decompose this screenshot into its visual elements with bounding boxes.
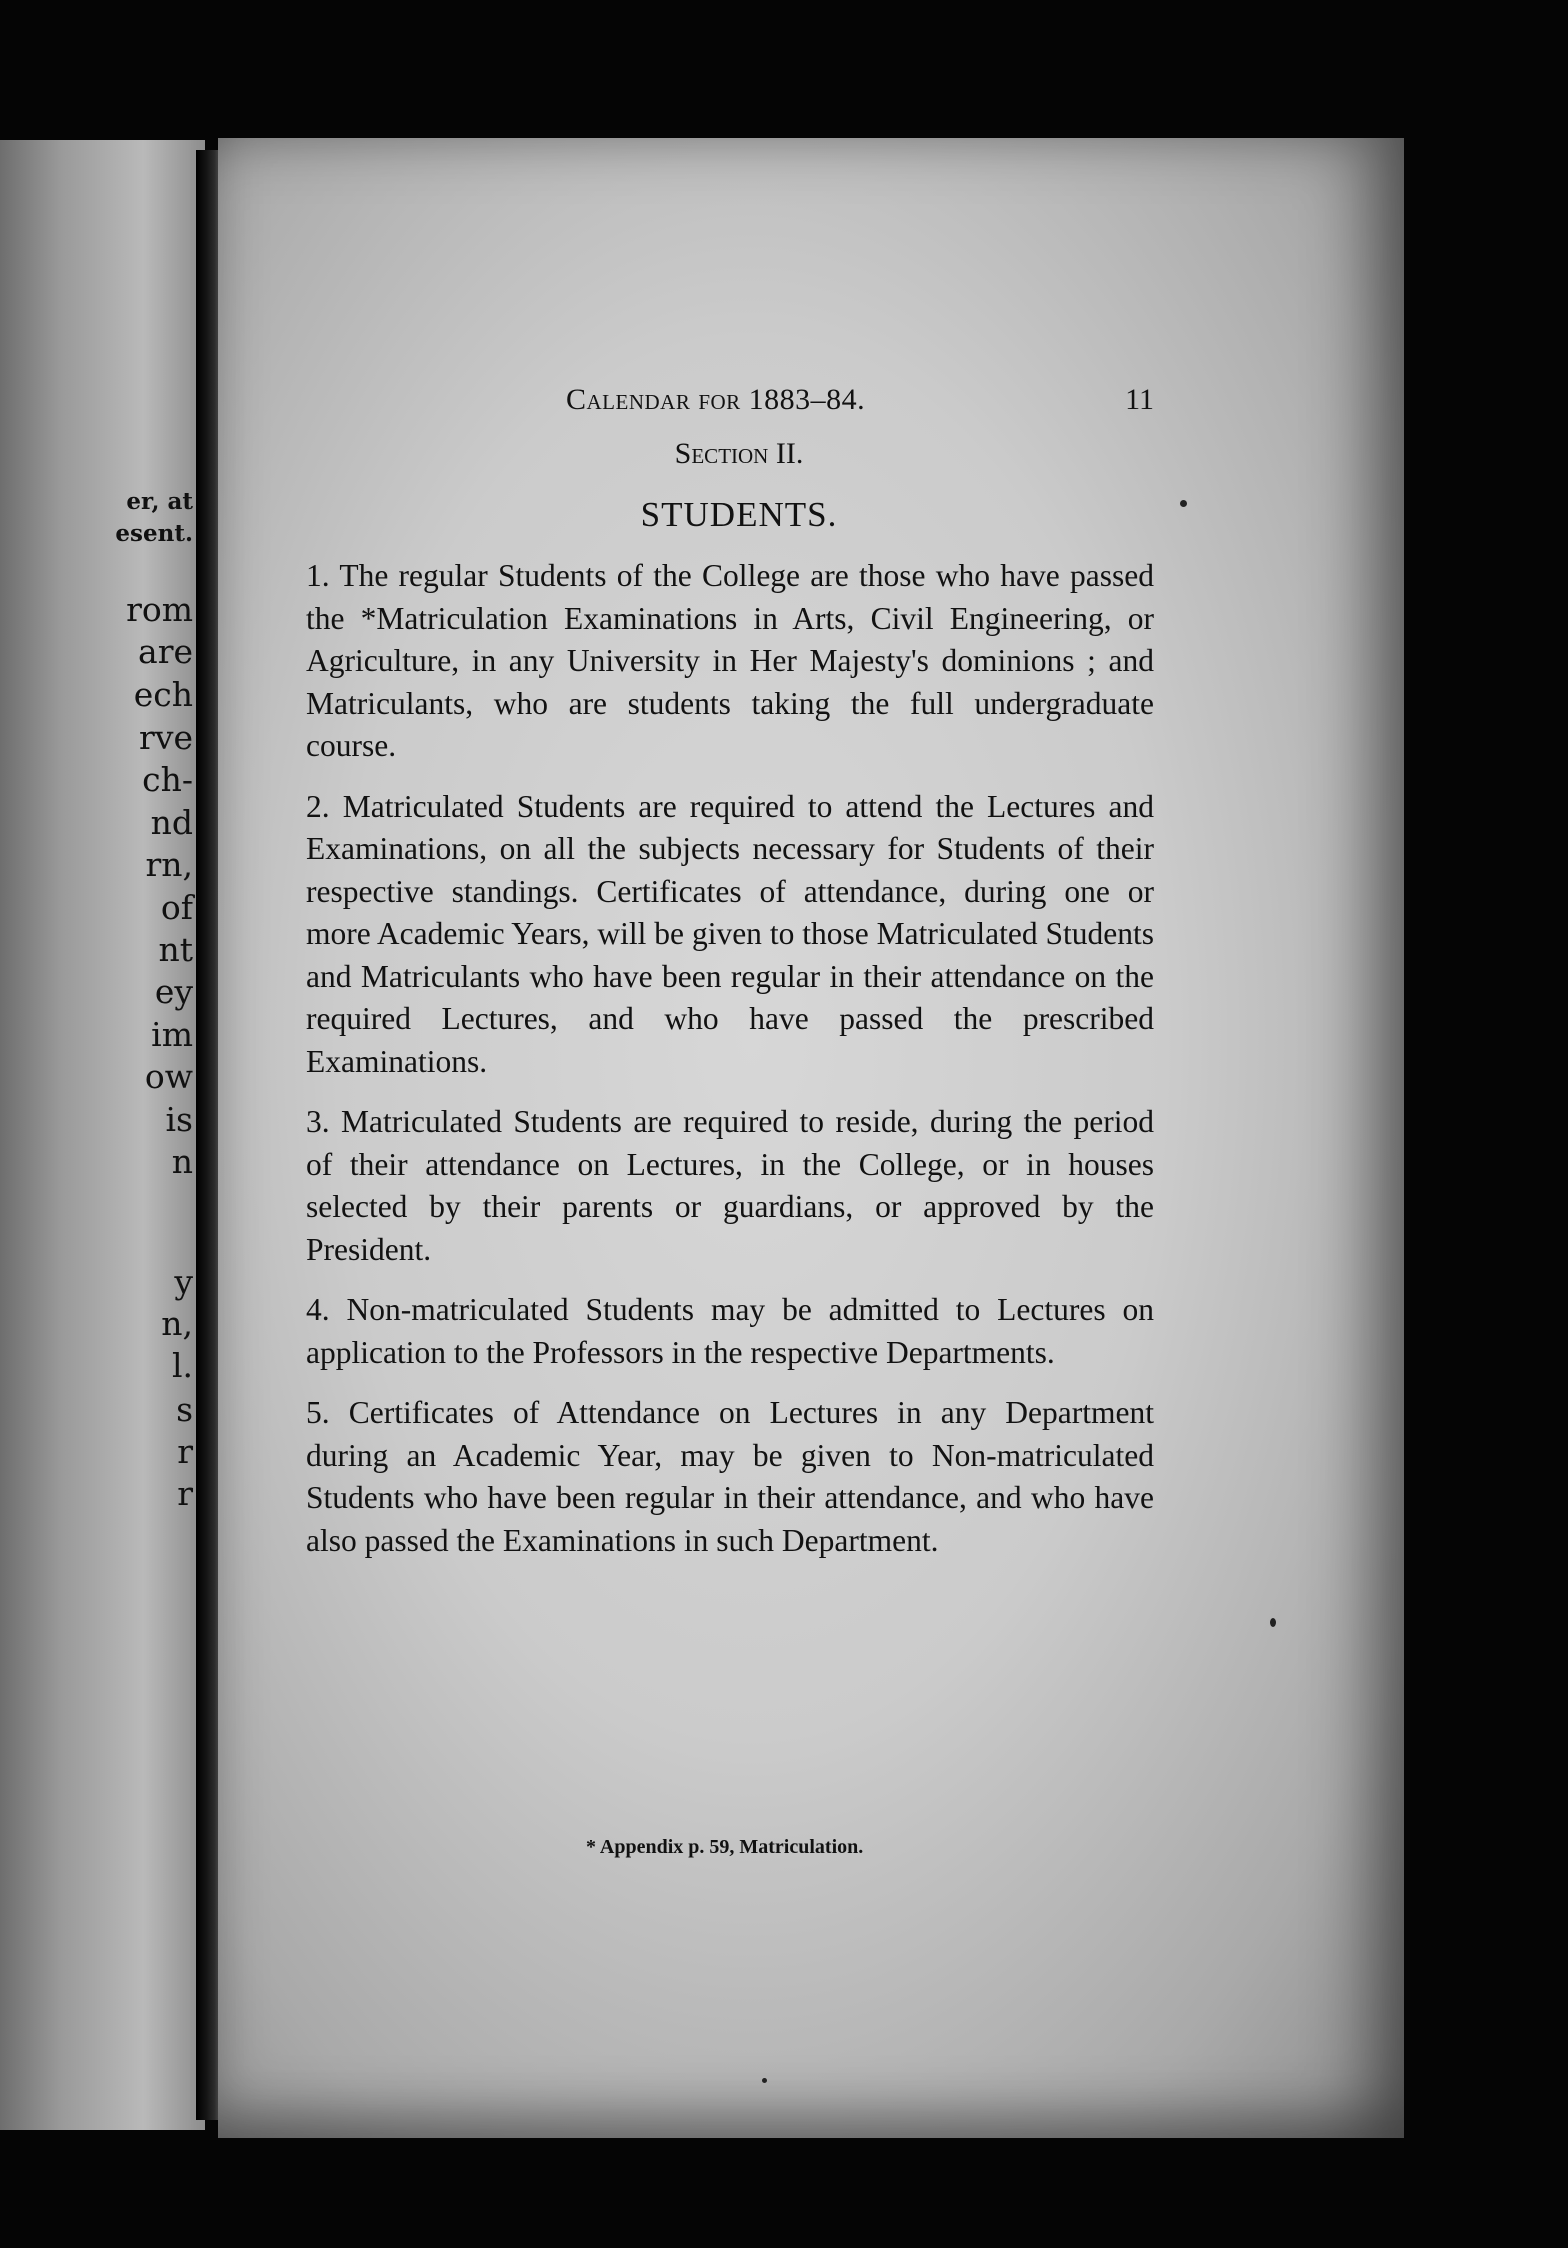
running-head-title: Calendar for 1883–84.	[566, 383, 866, 416]
facing-page-fragment: esent.	[115, 520, 193, 547]
facing-page-fragment: rn,	[145, 845, 193, 884]
facing-page-fragment: ech	[133, 675, 193, 714]
facing-page-fragment: ch-	[142, 760, 193, 799]
section-title: Section II.	[674, 437, 804, 470]
paragraph-2: 2. Matriculated Students are required to attend the Lectures and Examinations, on all the subjects necessary for Students of their respective standings. Certificates of attendance, during one or more Academic Years, will be given to those Matriculated Students and Matriculants who have been regular in their attendance on the required Lectures, and who have passed the prescribed Examinations.	[306, 788, 1154, 1079]
paragraph-4: 4. Non-matriculated Students may be admitted to Lectures on application to the Professors in the respective Departments.	[306, 1292, 1154, 1370]
ink-speck	[1270, 1618, 1276, 1627]
page-number: 11	[1125, 383, 1154, 416]
page-text-block	[306, 383, 1154, 1580]
facing-page-fragment: y	[174, 1262, 193, 1301]
facing-page-fragment: rve	[139, 718, 193, 757]
paragraph-3: 3. Matriculated Students are required to reside, during the period of their attendance on Lectures, in the College, or in houses selected by their parents or guardians, or approved by the President.	[306, 1104, 1154, 1267]
ink-speck	[1180, 500, 1187, 507]
facing-page-edge	[0, 140, 205, 2130]
facing-page-fragment: r	[177, 1432, 193, 1471]
facing-page-fragment: n,	[161, 1304, 193, 1343]
facing-page-fragment: is	[165, 1100, 193, 1139]
paragraph-5: 5. Certificates of Attendance on Lectures in any Department during an Academic Year, may be given to Non-matriculated Students who have been regular in their attendance, and who have also passed the Examinations in such Department.	[306, 1395, 1154, 1558]
facing-page-fragment: er, at	[126, 488, 193, 515]
running-head	[306, 383, 1154, 433]
facing-page-fragment: ey	[154, 972, 193, 1011]
section-heading: STUDENTS.	[640, 495, 838, 534]
footnote: * Appendix p. 59, Matriculation.	[586, 1836, 864, 1858]
facing-page-fragment: of	[160, 888, 193, 927]
facing-page-fragment: r	[177, 1474, 193, 1513]
facing-page-fragment: are	[138, 632, 193, 671]
facing-page-fragment: s	[176, 1390, 193, 1429]
facing-page-fragment: l.	[171, 1346, 193, 1385]
ink-speck	[762, 2078, 767, 2083]
paragraph-1: 1. The regular Students of the College are those who have passed the *Matriculation Examinations in Arts, Civil Engineering, or Agriculture, in any University in Her Majesty's dominions ; and Matriculants, who are students taking the full undergraduate course.	[306, 558, 1154, 763]
facing-page-fragment: ow	[144, 1057, 193, 1096]
facing-page-fragment: im	[151, 1015, 193, 1054]
facing-page-fragment: rom	[126, 590, 193, 629]
facing-page-fragment: n	[171, 1142, 193, 1181]
facing-page-fragment: nd	[150, 803, 193, 842]
calendar-page	[218, 138, 1404, 2138]
facing-page-fragment: nt	[158, 930, 193, 969]
